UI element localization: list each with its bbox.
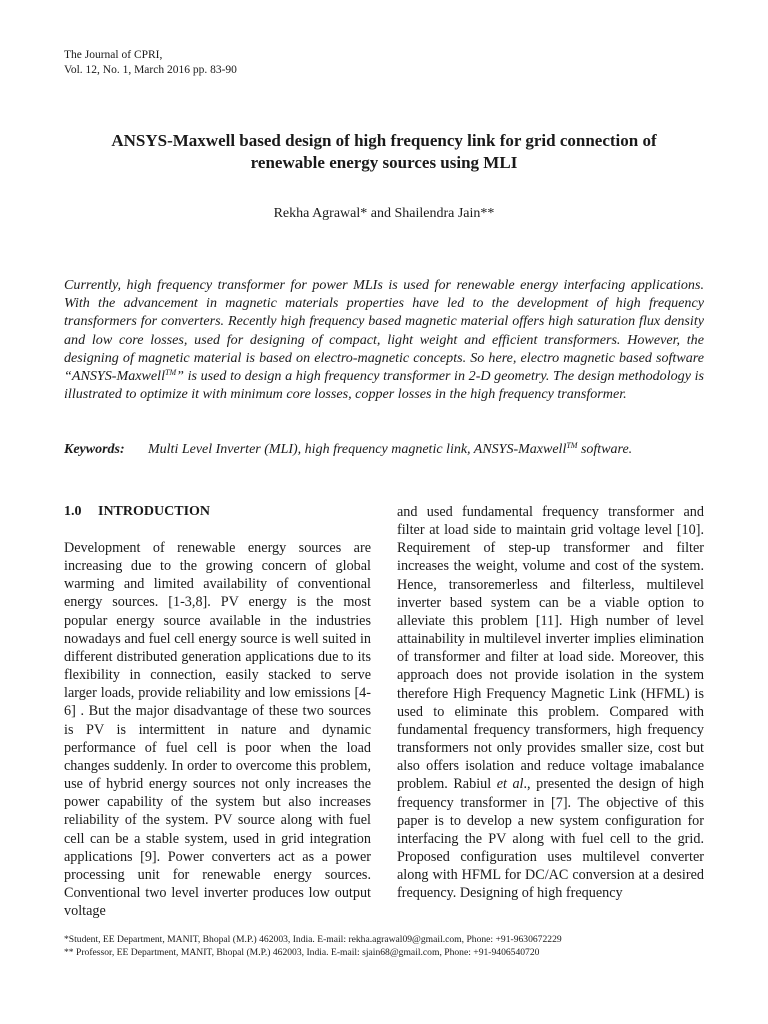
keywords-text: Multi Level Inverter (MLI), high frequency magnetic link, ANSYS-Maxwell	[148, 442, 567, 457]
paper-authors: Rekha Agrawal* and Shailendra Jain**	[273, 206, 495, 221]
footnotes	[64, 934, 714, 959]
body-text-part-2: ., presented the design of high frequency transformer in [7]. The objective of this paper is to develop a new system configuration for interfacing the PV along with fuel cell to the grid. Proposed configuration uses multilevel converter along with HFML for DC/AC conversion at a desired frequency. Designing of high frequency	[397, 776, 704, 902]
abstract	[64, 276, 704, 403]
body-paragraph-continued	[397, 503, 704, 902]
paper-title	[60, 130, 708, 174]
abstract-text-part-2: ” is used to design a high frequency transformer in 2-D geometry. The design methodology is illustrated to optimize it with minimum core losses, copper losses in the high frequency transformer.	[64, 368, 704, 403]
section-heading	[64, 503, 371, 521]
keywords-label: Keywords:	[64, 442, 125, 457]
et-al-italic: et al	[496, 776, 524, 793]
journal-volume-issue: Vol. 12, No. 1, March 2016 pp. 83-90	[64, 64, 237, 76]
section-title: INTRODUCTION	[98, 504, 211, 519]
keywords	[64, 441, 712, 459]
section-number: 1.0	[64, 504, 82, 519]
paper-title-line-1: ANSYS-Maxwell based design of high frequency link for grid connection of	[111, 131, 657, 150]
paper-title-line-2: renewable energy sources using MLI	[250, 153, 518, 172]
left-column	[64, 503, 371, 920]
footnote-author-1: *Student, EE Department, MANIT, Bhopal (M.P.) 462003, India. E-mail: rekha.agrawal09@gmail.com, Phone: +91-9630672229	[64, 934, 562, 945]
right-column	[397, 503, 704, 902]
footnote-author-2: ** Professor, EE Department, MANIT, Bhopal (M.P.) 462003, India. E-mail: sjain68@gmail.com, Phone: +91-9406540720	[64, 946, 540, 958]
journal-name: The Journal of CPRI,	[64, 49, 163, 61]
abstract-text-part-1: Currently, high frequency transformer for power MLIs is used for renewable energy interfacing applications. With the advancement in magnetic materials properties have led to the development of high frequency transformers for converters. Recently high frequency based magnetic material offers high saturation flux density and low core losses, used for designing of compact, light weight and efficient transformers. However, the designing of magnetic material is based on electro-magnetic concepts. So here, electro magnetic based software “ANSYS-Maxwell	[64, 277, 704, 385]
keywords-trademark-superscript: TM	[566, 441, 578, 450]
body-text-part-1: and used fundamental frequency transformer and filter at load side to maintain grid voltage level [10]. Requirement of step-up transformer and filter increases the weight, volume and cost of the system. Hence, transoremerless and filterless, multilevel inverter based system can be a viable option to alleviate this problem [11]. High number of level attainability in multilevel inverter implies elimination of transformer and filter at load side. Moreover, this approach does not provide isolation in the system therefore High Frequency Magnetic Link (HFML) is used to eliminate this problem. Compared with fundamental frequency transformers, high frequency transformers not only provides smaller size, cost but also offers isolation and reduce voltage imabalance problem. Rabiul	[397, 504, 704, 793]
journal-citation	[64, 48, 237, 78]
trademark-superscript: TM	[165, 368, 177, 378]
body-paragraph: Development of renewable energy sources are increasing due to the growing concern of global warming and limited availability of conventional energy sources. [1-3,8]. PV energy is the most popular energy source available in the industries nowadays and fuel cell energy source is well suited in different distributed generation applications due to its flexibility in connection, easily stacked to serve larger loads, provide reliability and low emissions [4-6] . But the major disadvantage of these two sources is PV is intermittent in nature and dynamic performance of fuel cell is poor when the load changes suddenly. In order to overcome this problem, use of hybrid energy sources not only increases the power capability of the system but also increases reliability of the system. PV source along with fuel cell can be a stable system, used in grid integration applications [9]. Power converters act as a power processing unit for renewable energy sources. Conventional two level inverter produces low output voltage	[64, 540, 371, 920]
keywords-text-end: software.	[577, 442, 633, 457]
